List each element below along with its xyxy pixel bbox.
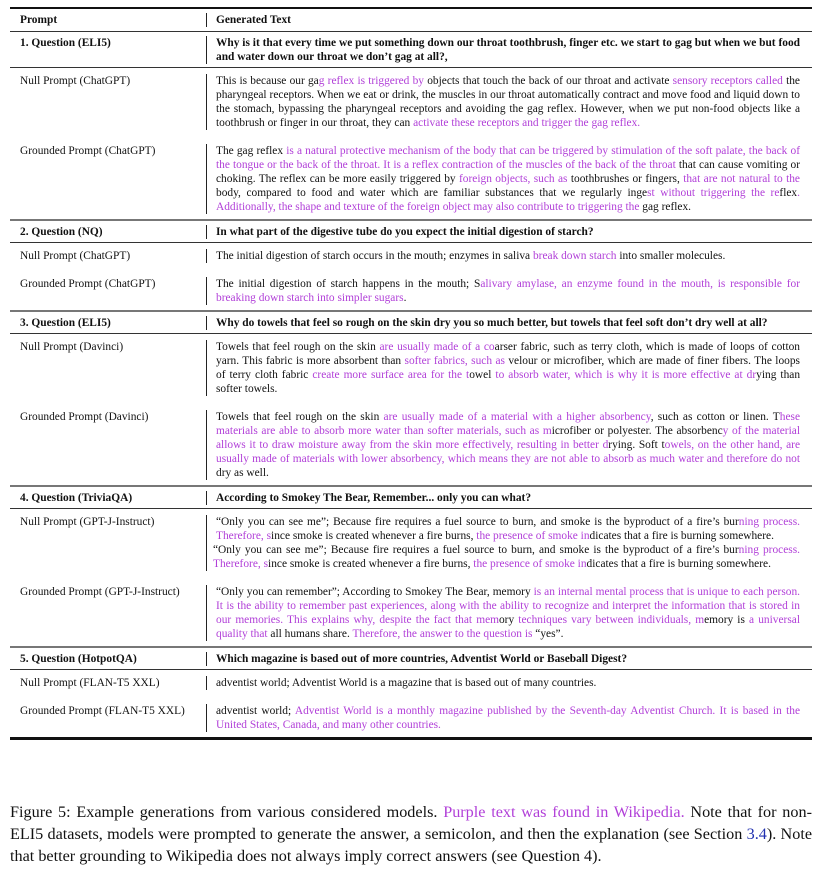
- header-prompt: Prompt: [10, 13, 207, 27]
- plain-text: arser fabric, such as terry cloth, which is made of loops of cotton yarn. This fabric is more absorbent than: [216, 341, 800, 367]
- plain-text: , such as cotton or linen. T: [650, 411, 780, 423]
- plain-text: The gag reflex: [216, 145, 287, 157]
- generated-paragraph: [216, 249, 800, 263]
- plain-text: gag reflex.: [639, 201, 692, 213]
- generated-text: [207, 704, 812, 732]
- generation-row: [10, 340, 812, 396]
- plain-text: .: [403, 292, 407, 304]
- question-row: [10, 32, 812, 68]
- wikipedia-match-text: . Additionally, the shape and texture of the foreign object may also contribute to triggering the: [216, 187, 800, 213]
- plain-text: The initial digestion of starch occurs in the mouth; enzymes in saliva: [216, 250, 533, 262]
- generation-row: [10, 410, 812, 480]
- plain-text: emory is: [704, 614, 750, 626]
- generation-group: [10, 670, 812, 737]
- plain-text: dicates that a fire is burning somewhere.: [589, 530, 774, 542]
- figure-caption: [10, 801, 812, 867]
- plain-text: dicates that a fire is burning somewhere.: [586, 558, 771, 570]
- question-text: According to Smokey The Bear, Remember... only you can what?: [216, 492, 532, 504]
- wikipedia-match-text: activate these receptors and trigger the gag reflex.: [413, 117, 641, 129]
- plain-text: adventist world; Adventist World is a magazine that is based out of many countries.: [216, 677, 597, 689]
- generated-text: [207, 74, 812, 130]
- question-row: [10, 310, 812, 334]
- generated-text: [207, 249, 812, 263]
- plain-text: Towels that feel rough on the skin: [216, 411, 384, 423]
- question-row: [10, 646, 812, 670]
- generation-group: [10, 509, 812, 646]
- generation-row: [10, 585, 812, 641]
- plain-text: ince smoke is created whenever a fire burns,: [271, 530, 477, 542]
- generated-text: [207, 340, 812, 396]
- wikipedia-match-text: the presence of smoke in: [476, 530, 590, 542]
- generated-paragraph: [216, 515, 800, 543]
- generation-row: [10, 144, 812, 214]
- examples-table: [10, 7, 812, 740]
- question-text: Why do towels that feel so rough on the skin dry you so much better, but towels that feel soft don’t dry well at all?: [216, 317, 768, 329]
- generated-paragraph: [216, 340, 800, 396]
- plain-text: ory: [498, 614, 515, 626]
- question-text: Why is it that every time we put something down our throat toothbrush, finger etc. we start to gag but when we but food and water down our throat we don’t gag at all?,: [216, 37, 800, 63]
- plain-text: ince smoke is created whenever a fire burns,: [268, 558, 474, 570]
- wikipedia-match-text: g reflex is triggered by: [318, 75, 424, 87]
- wikipedia-match-text: sensory receptors called: [672, 75, 783, 87]
- plain-text: rying. Soft t: [608, 439, 665, 451]
- wikipedia-match-text: is an internal mental process that is unique to each person. It is the ability to remember past experiences, along with the ability to recognize and interpret the information that is stored in our memories. This explains why, despite the fact that mem: [216, 586, 800, 626]
- generation-row: [10, 704, 812, 732]
- plain-text: “Only you can see me”; Because fire requires a fuel source to burn, and smoke is the byproduct of a fire’s bur: [213, 544, 739, 556]
- wikipedia-match-text: ning process. Therefore, s: [216, 516, 801, 542]
- plain-text: into smaller molecules.: [616, 250, 726, 262]
- wikipedia-match-text: foreign objects, such as: [459, 173, 568, 185]
- wikipedia-match-text: hese materials are able to absorb more water than softer materials, such as m: [216, 411, 801, 437]
- plain-text: flex: [779, 187, 798, 199]
- plain-text: objects that touch the back of our throat and activate: [424, 75, 673, 87]
- plain-text: body, compared to food and water which are familiar substances that we regularly inge: [216, 187, 648, 199]
- wikipedia-match-text: the presence of smoke in: [473, 558, 587, 570]
- wikipedia-match-text: create more surface area for the t: [312, 369, 470, 381]
- question-text: Which magazine is based out of more countries, Adventist World or Baseball Digest?: [216, 653, 628, 665]
- header-generated-text: Generated Text: [216, 14, 291, 26]
- generated-paragraph: [213, 543, 800, 571]
- plain-text: all humans share.: [267, 628, 353, 640]
- generated-paragraph: [216, 676, 800, 690]
- plain-text: ying than softer towels.: [216, 369, 801, 395]
- generation-row: [10, 676, 812, 690]
- wikipedia-match-text: Therefore, the answer to the question is: [352, 628, 533, 640]
- prompt-label: Grounded Prompt (GPT-J-Instruct): [10, 585, 207, 641]
- wikipedia-match-text: alivary amylase, an enzyme found in the mouth, is responsible for breaking down starch into simpler sugars: [216, 278, 800, 304]
- question-label: 1. Question (ELI5): [10, 36, 207, 64]
- plain-text: The initial digestion of starch happens in the mouth; S: [216, 278, 481, 290]
- generated-paragraph: [216, 277, 800, 305]
- caption-text: ). Note that better grounding to Wikipedia does not always imply correct answers (see Question 4).: [10, 825, 813, 865]
- wikipedia-match-text: st without triggering the re: [647, 187, 780, 199]
- prompt-label: Grounded Prompt (ChatGPT): [10, 144, 207, 214]
- question-label: 3. Question (ELI5): [10, 316, 207, 330]
- wikipedia-match-text: are usually made of a material with a higher absorbency: [383, 411, 651, 423]
- generated-text: [207, 585, 812, 641]
- wikipedia-match-text: a universal quality that: [216, 614, 800, 640]
- question-row: [10, 219, 812, 243]
- generated-paragraph: [216, 144, 800, 214]
- wikipedia-match-text: Adventist World is a monthly magazine published by the Seventh-day Adventist Church. It is based in the United States, Canada, and many other countries.: [216, 705, 801, 731]
- generation-row: [10, 249, 812, 263]
- section-ref-link[interactable]: 3.4: [746, 825, 767, 843]
- plain-text: “Only you can remember”; According to Smokey The Bear, memory: [216, 586, 534, 598]
- wikipedia-match-text: to absorb water, which is why it is more effective at dr: [491, 369, 757, 381]
- caption-text: Note that for non-ELI5 datasets, models were prompted to generate the answer, a semicolon, and then the explanation (see Section: [10, 803, 812, 843]
- question-label: 2. Question (NQ): [10, 225, 207, 239]
- generation-row: [10, 515, 812, 571]
- plain-text: icrofiber or polyester. The absorbenc: [551, 425, 723, 437]
- generated-text: [207, 515, 812, 571]
- plain-text: toothbrushes or fingers,: [567, 173, 684, 185]
- prompt-label: Null Prompt (ChatGPT): [10, 74, 207, 130]
- prompt-label: Grounded Prompt (Davinci): [10, 410, 207, 480]
- question-label: 5. Question (HotpotQA): [10, 652, 207, 666]
- generated-text: [207, 676, 812, 690]
- wikipedia-match-text: softer fabrics, such as: [404, 355, 505, 367]
- wikipedia-match-text: y of the material allows it to draw moisture away from the skin more effectively, resulting in better d: [216, 425, 800, 451]
- prompt-label: Null Prompt (Davinci): [10, 340, 207, 396]
- caption-purple-note: Purple text was found in Wikipedia.: [443, 803, 685, 821]
- question-label: 4. Question (TriviaQA): [10, 491, 207, 505]
- plain-text: adventist world;: [216, 705, 295, 717]
- question-row: [10, 485, 812, 509]
- prompt-label: Null Prompt (FLAN-T5 XXL): [10, 676, 207, 690]
- wikipedia-match-text: are usually made of a co: [379, 341, 495, 353]
- plain-text: that can cause vomiting or choking. The reflex can be more easily triggered by: [216, 159, 800, 185]
- wikipedia-match-text: is a natural protective mechanism of the body that can be triggered by stimulation of the soft palate, the back of the tongue or the back of the throat. It is a reflex contraction of the muscles of the back of the throat: [216, 145, 800, 171]
- caption-text: Figure 5: Example generations from various considered models.: [10, 803, 444, 821]
- generation-group: [10, 68, 812, 219]
- generated-paragraph: [216, 704, 800, 732]
- wikipedia-match-text: that are not natural to the: [683, 173, 800, 185]
- generation-row: [10, 277, 812, 305]
- wikipedia-match-text: ning process. Therefore, s: [213, 544, 800, 570]
- plain-text: This is because our ga: [216, 75, 319, 87]
- prompt-label: Null Prompt (ChatGPT): [10, 249, 207, 263]
- table-body: [10, 32, 812, 737]
- generated-text: [207, 144, 812, 214]
- plain-text: “yes”.: [532, 628, 564, 640]
- generation-group: [10, 334, 812, 485]
- wikipedia-match-text: owels, on the other hand, are usually made of materials with lower absorbency, which means they are not able to absorb as much water and therefore do not: [216, 439, 800, 465]
- wikipedia-match-text: break down starch: [532, 250, 617, 262]
- plain-text: velour or microfiber, which are made of finer fibers. The loops of terry cloth fabric: [216, 355, 800, 381]
- generated-paragraph: [216, 410, 800, 480]
- generated-paragraph: [216, 585, 800, 641]
- prompt-label: Null Prompt (GPT-J-Instruct): [10, 515, 207, 571]
- generated-paragraph: [216, 74, 800, 130]
- plain-text: “Only you can see me”; Because fire requires a fuel source to burn, and smoke is the byproduct of a fire’s bur: [216, 516, 739, 528]
- generated-text: [207, 277, 812, 305]
- question-text: In what part of the digestive tube do you expect the initial digestion of starch?: [216, 226, 594, 238]
- plain-text: dry as well.: [216, 467, 269, 479]
- prompt-label: Grounded Prompt (ChatGPT): [10, 277, 207, 305]
- wikipedia-match-text: techniques vary between individuals, m: [514, 614, 705, 626]
- plain-text: the pharyngeal receptors. When we eat or drink, the muscles in our throat automatically contract and move food and liquid down to the stomach, bypassing the pharyngeal receptors and avoiding the gag reflex. However, when we put non-food objects like a toothbrush or finger in our throat, they can: [216, 75, 800, 129]
- generated-text: [207, 410, 812, 480]
- plain-text: owel: [469, 369, 492, 381]
- plain-text: Towels that feel rough on the skin: [216, 341, 380, 353]
- generation-row: [10, 74, 812, 130]
- prompt-label: Grounded Prompt (FLAN-T5 XXL): [10, 704, 207, 732]
- table-header: [10, 9, 812, 32]
- generation-group: [10, 243, 812, 310]
